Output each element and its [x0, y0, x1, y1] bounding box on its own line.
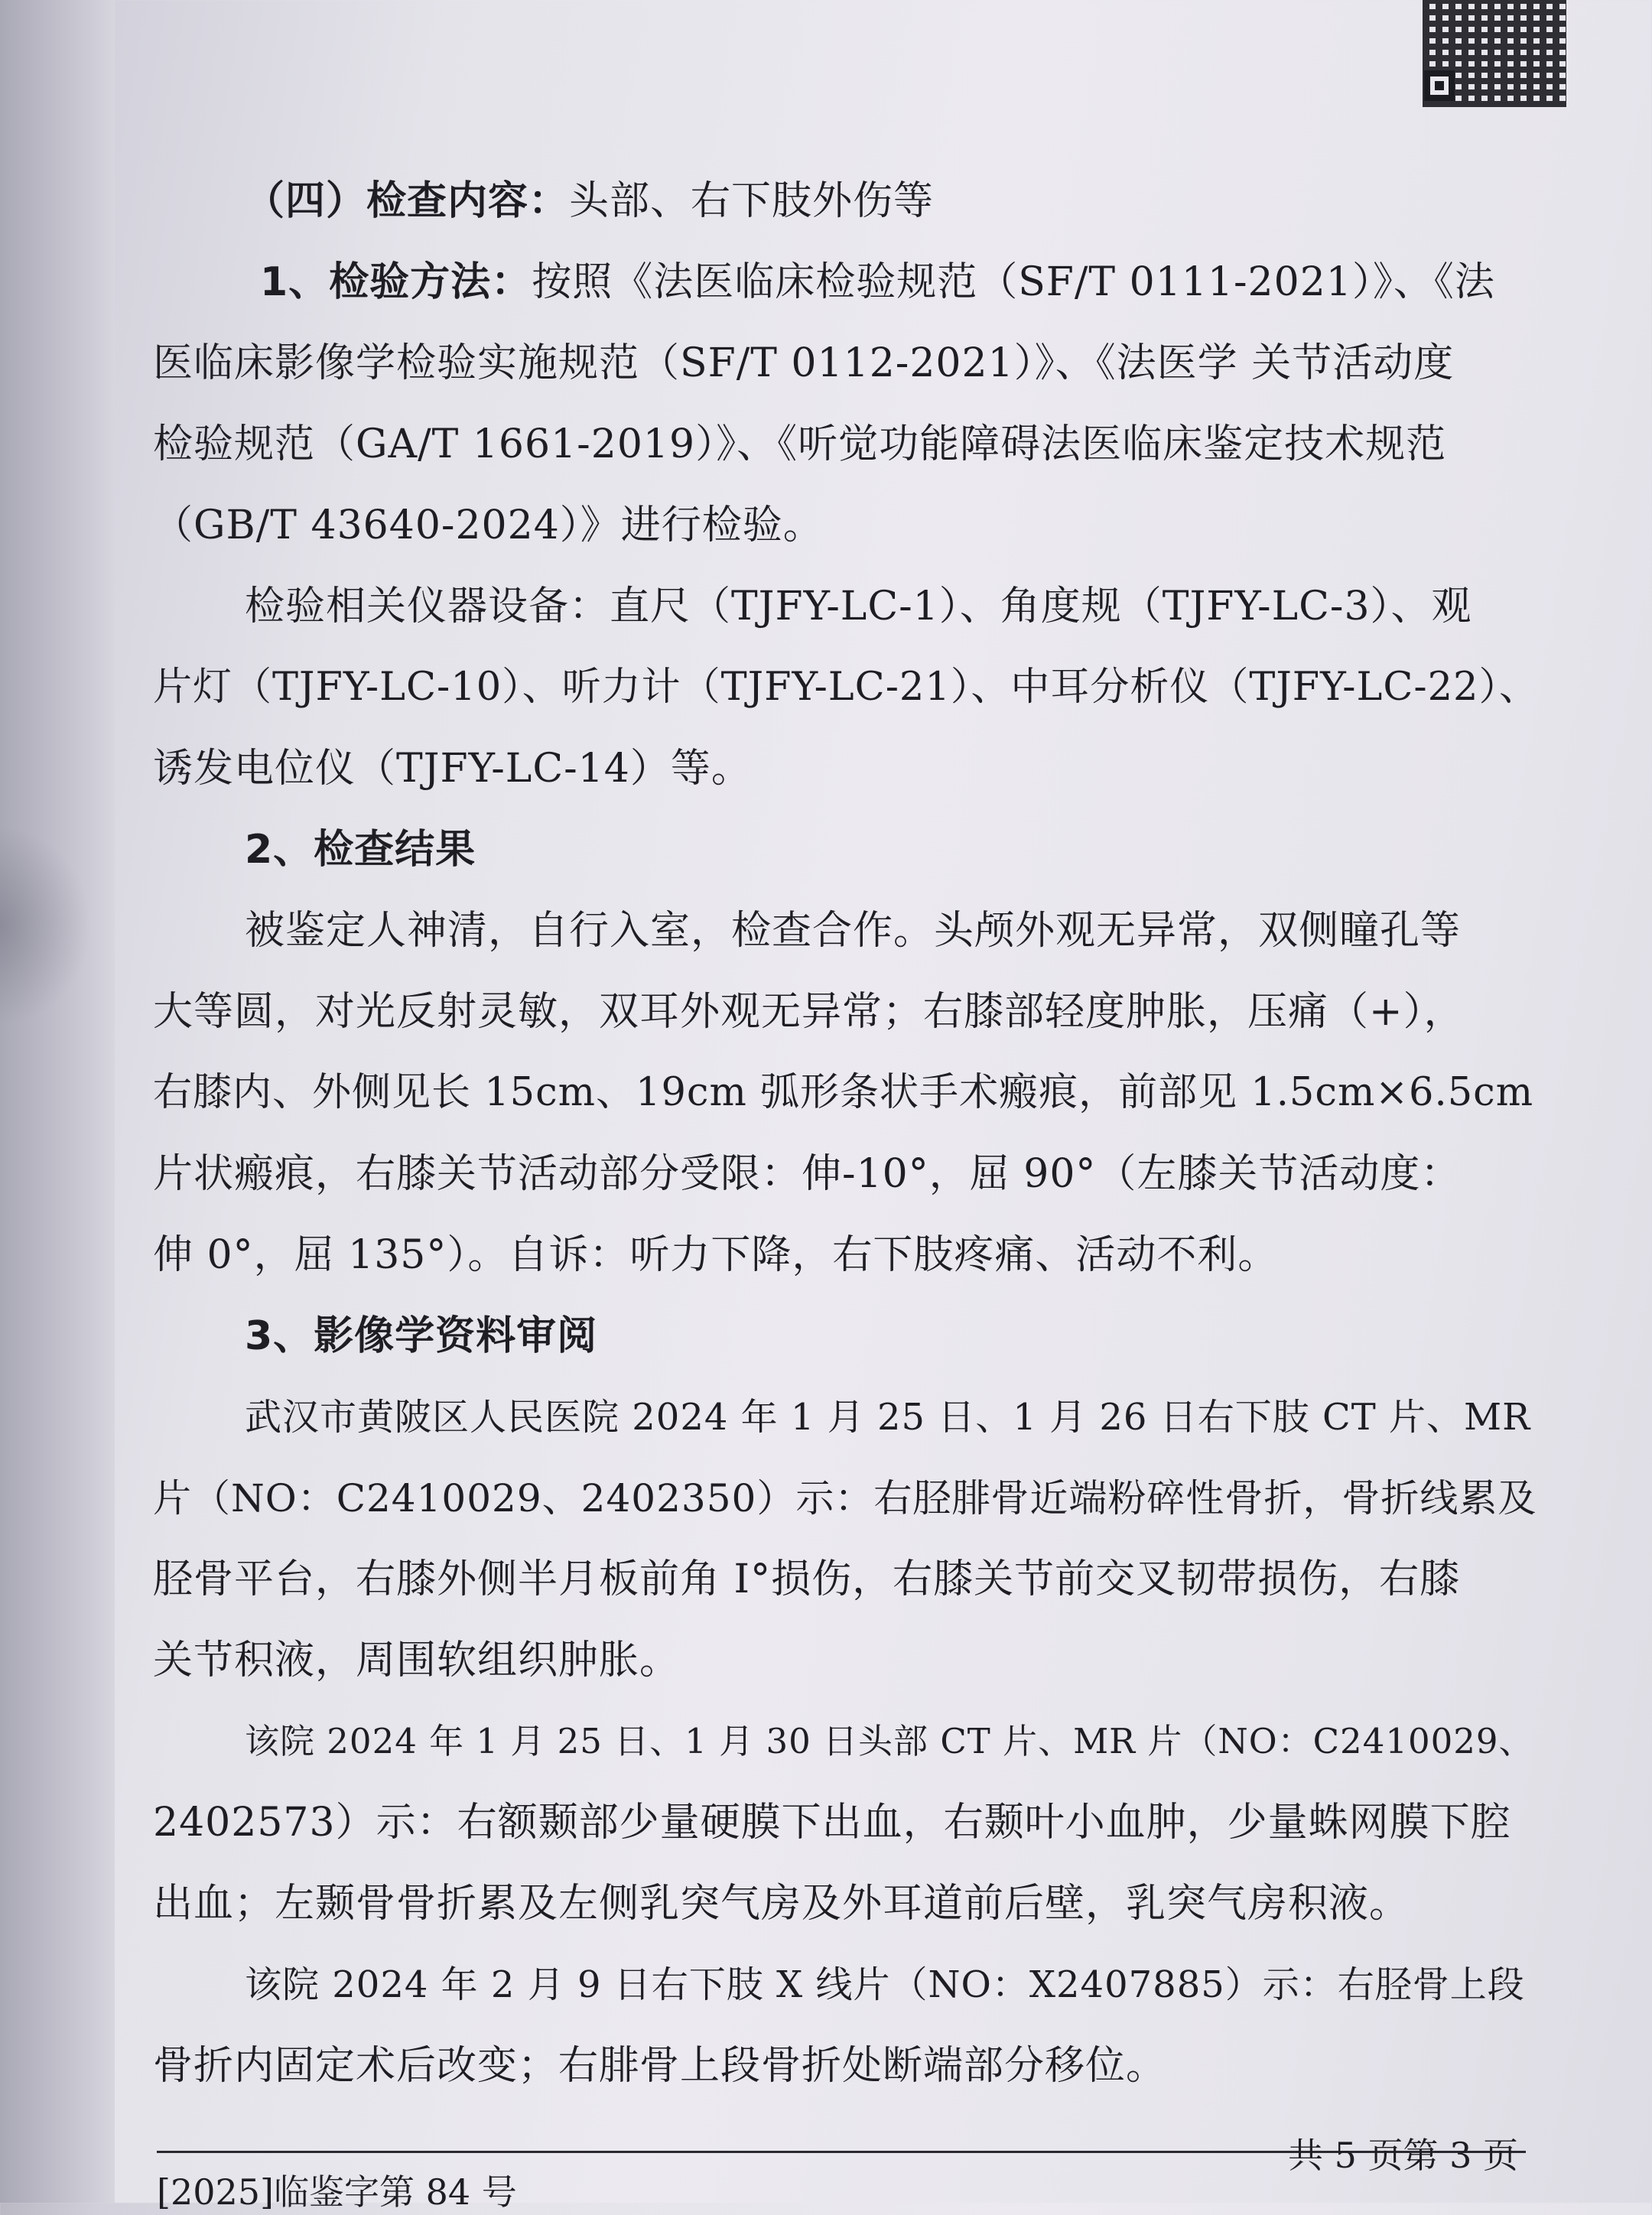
results-line-2: 大等圆，对光反射灵敏，双耳外观无异常；右膝部轻度肿胀，压痛（+），	[153, 989, 1465, 1035]
imaging-para1-line-4: 关节积液，周围软组织肿胀。	[153, 1638, 681, 1683]
footer-page-number: 共 5 页第 3 页	[1287, 2135, 1518, 2176]
equipment-line-1: 检验相关仪器设备：直尺（TJFY-LC-1）、角度规（TJFY-LC-3）、观	[245, 584, 1472, 629]
section-heading	[153, 161, 1545, 242]
equipment-line-3: 诱发电位仪（TJFY-LC-14）等。	[153, 746, 752, 792]
method-text-line: 按照《法医临床检验规范（SF/T 0111-2021）》、《法	[532, 259, 1495, 305]
section-heading-text: 头部、右下肢外伤等	[569, 178, 935, 224]
method-heading: 1、检验方法：	[260, 259, 532, 305]
imaging-para3-line-1: 该院 2024 年 2 月 9 日右下肢 X 线片（NO：X2407885）示：右胫骨上段	[245, 1963, 1525, 2006]
method-line-4: （GB/T 43640-2024）》进行检验。	[153, 503, 824, 548]
imaging-para1-line-2: 片（NO：C2410029、2402350）示：右胫腓骨近端粉碎性骨折，骨折线累及	[153, 1476, 1537, 1521]
imaging-para3-line-2: 骨折内固定术后改变；右腓骨上段骨折处断端部分移位。	[153, 2043, 1167, 2089]
document-body	[153, 161, 1545, 2106]
footer-document-number: [2025]临鉴字第 84 号	[157, 2171, 517, 2213]
imaging-heading: 3、影像学资料审阅	[245, 1313, 598, 1359]
method-line-3: 检验规范（GA/T 1661-2019）》、《听觉功能障碍法医临床鉴定技术规范	[153, 421, 1447, 467]
results-line-1: 被鉴定人神清，自行入室，检查合作。头颅外观无异常，双侧瞳孔等	[245, 908, 1462, 954]
section-heading-label: （四）检查内容：	[245, 178, 570, 224]
imaging-para1-line-3: 胫骨平台，右膝外侧半月板前角 I°损伤，右膝关节前交叉韧带损伤，右膝	[153, 1556, 1461, 1602]
page-fold-shadow	[0, 826, 92, 1025]
results-line-3: 右膝内、外侧见长 15cm、19cm 弧形条状手术瘢痕，前部见 1.5cm×6.5cm	[153, 1070, 1534, 1115]
results-line-5: 伸 0°，屈 135°）。自诉：听力下降，右下肢疼痛、活动不利。	[153, 1232, 1279, 1278]
imaging-para2-line-1: 该院 2024 年 1 月 25 日、1 月 30 日头部 CT 片、MR 片（NO：C2410029、	[245, 1721, 1534, 1761]
imaging-para2-line-2: 2402573）示：右额颞部少量硬膜下出血，右颞叶小血肿，少量蛛网膜下腔	[153, 1800, 1511, 1846]
results-line-4: 片状瘢痕，右膝关节活动部分受限：伸-10°，屈 90°（左膝关节活动度：	[153, 1151, 1462, 1197]
method-line-1	[153, 242, 1545, 323]
imaging-para2-line-3: 出血；左颞骨骨折累及左侧乳突气房及外耳道前后壁，乳突气房积液。	[153, 1881, 1410, 1927]
results-heading: 2、检查结果	[245, 827, 476, 873]
qr-code-finder-pattern	[1424, 70, 1455, 101]
equipment-line-2: 片灯（TJFY-LC-10）、听力计（TJFY-LC-21）、中耳分析仪（TJFY-LC-22）、	[153, 665, 1539, 710]
page-edge-shadow	[0, 0, 115, 2203]
imaging-para1-line-1: 武汉市黄陂区人民医院 2024 年 1 月 25 日、1 月 26 日右下肢 CT 片、MR	[245, 1396, 1531, 1439]
method-line-2: 医临床影像学检验实施规范（SF/T 0112-2021）》、《法医学 关节活动度	[153, 340, 1455, 386]
